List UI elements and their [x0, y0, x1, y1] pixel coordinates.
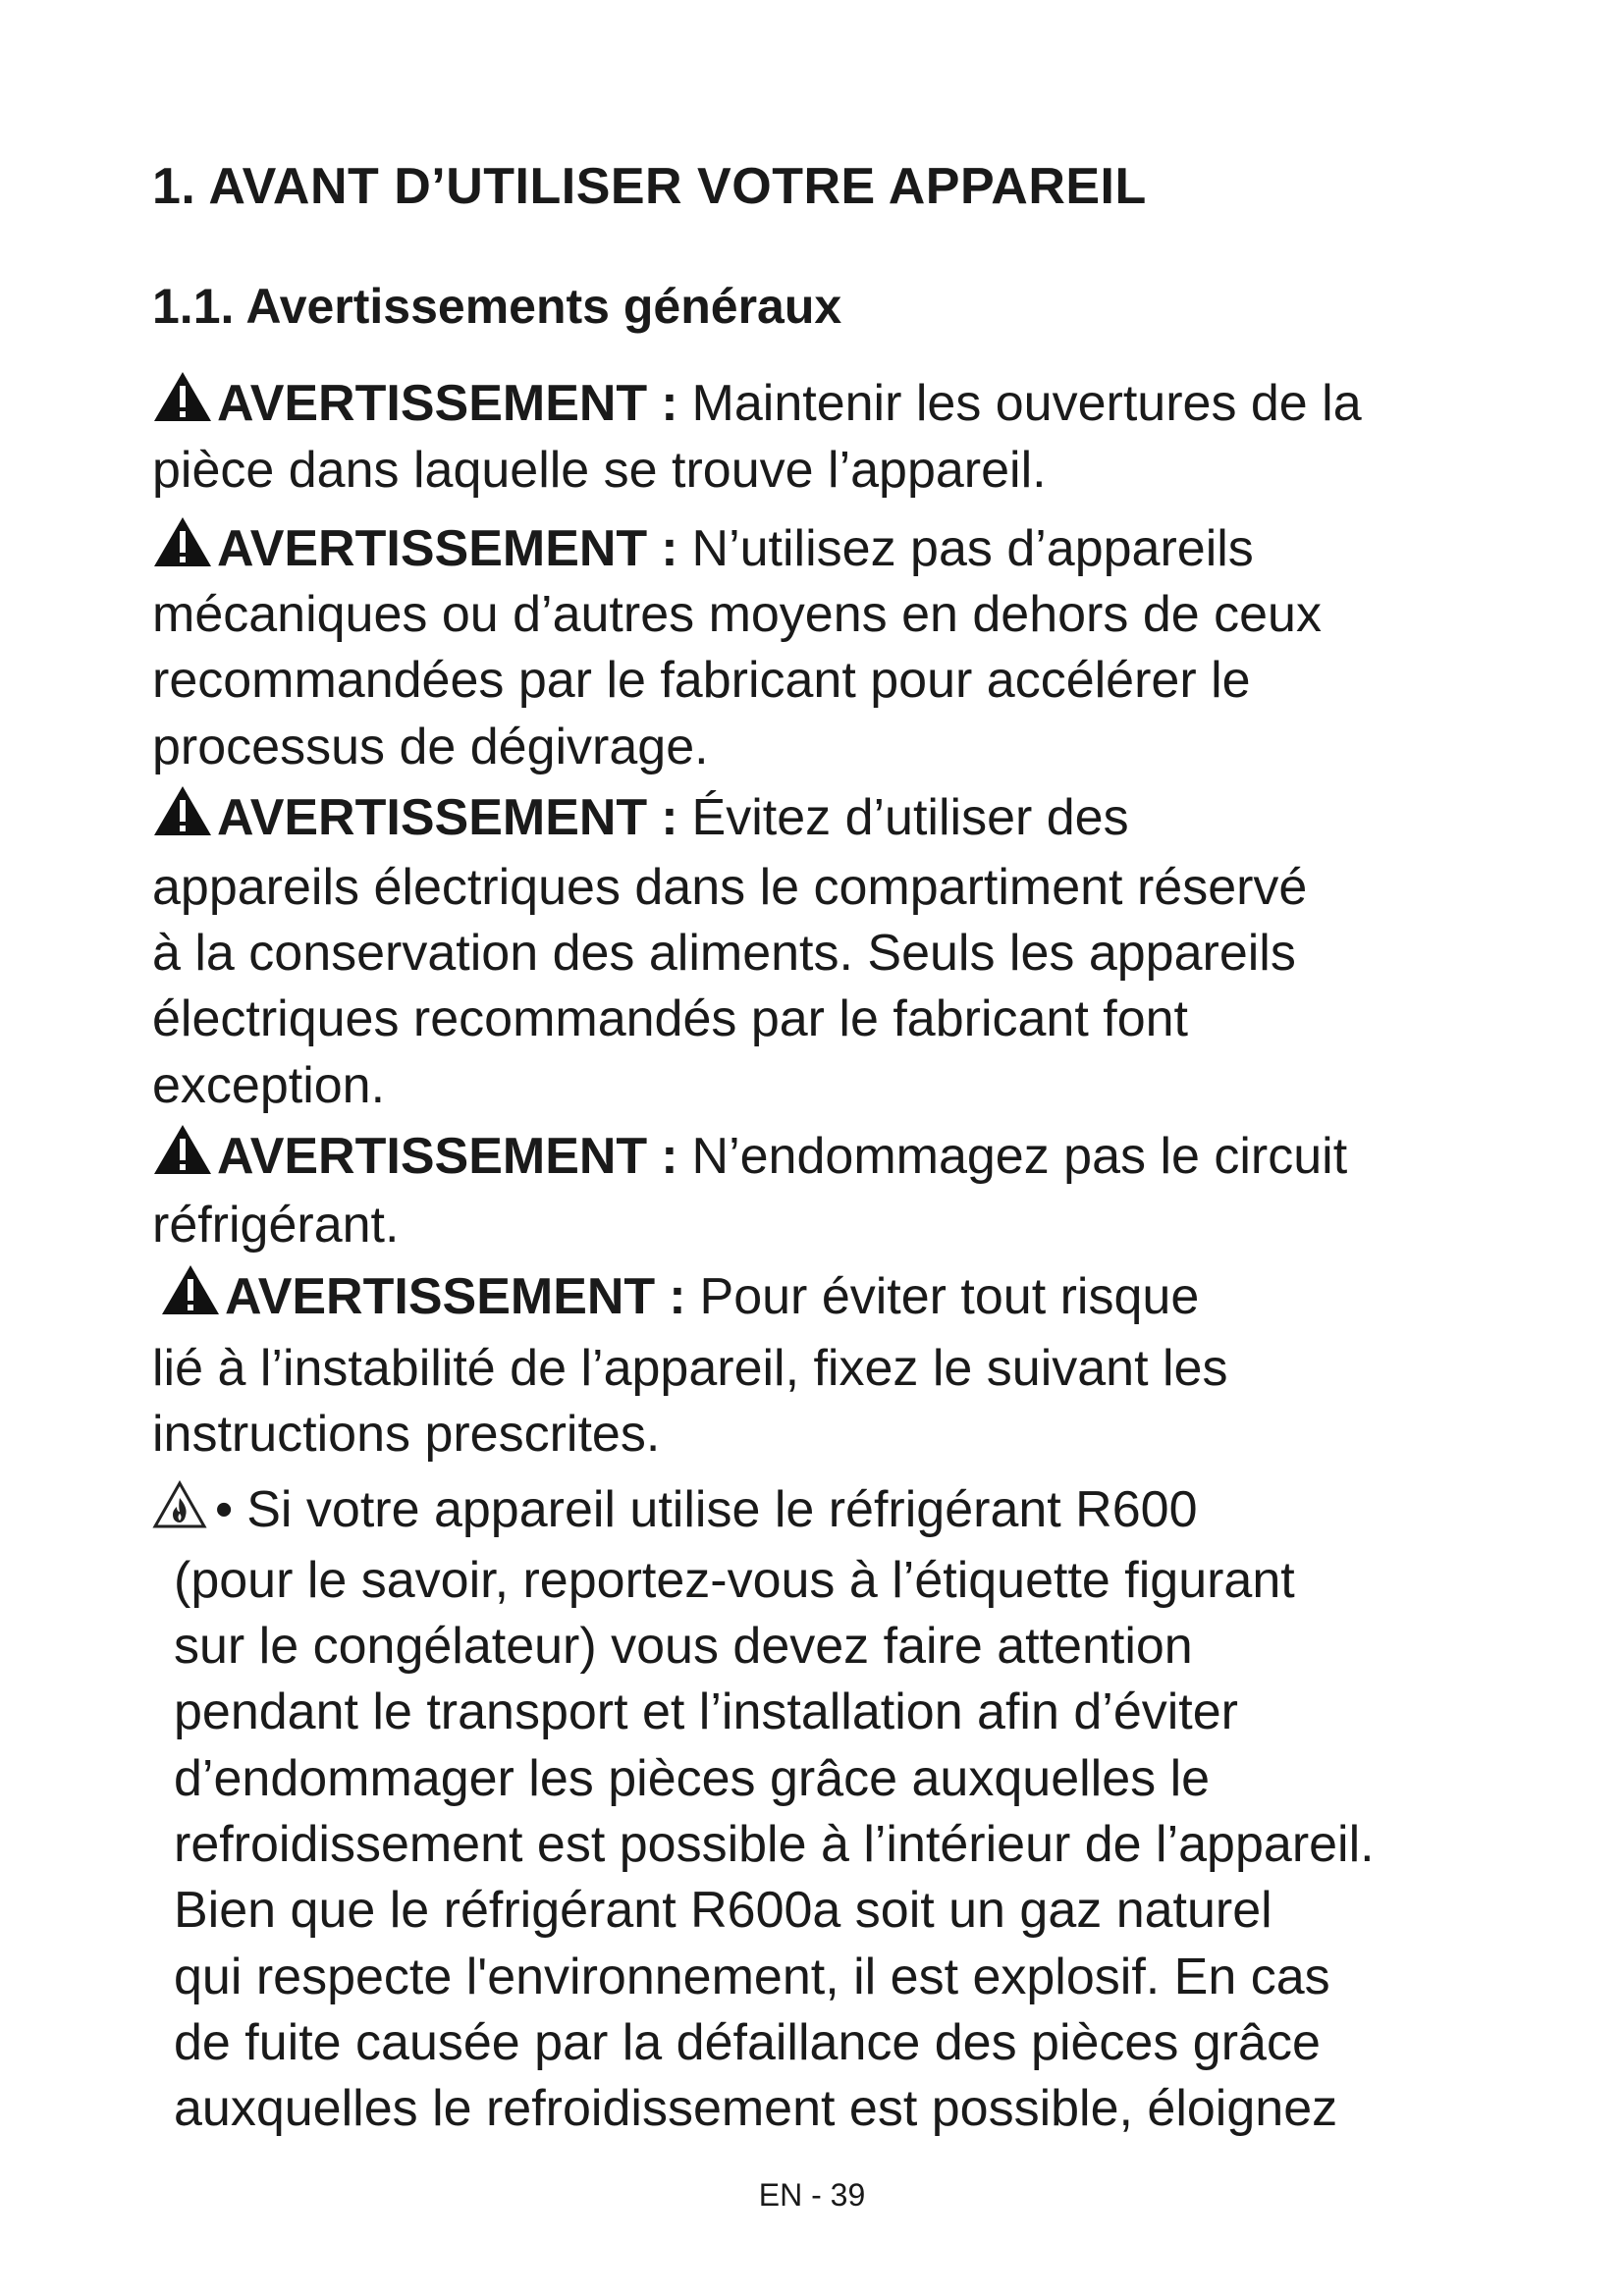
warning-text: N’utilisez pas d’appareils [691, 520, 1254, 577]
flammable-notice [152, 1481, 1198, 1538]
warning-2-line: mécaniques ou d’autres moyens en dehors de ceux [152, 586, 1322, 643]
flammable-line: pendant le transport et l’installation afin d’éviter [174, 1683, 1238, 1740]
warning-5 [160, 1268, 1200, 1325]
flammable-line: de fuite causée par la défaillance des pièces grâce [174, 2014, 1321, 2071]
warning-colon: : [661, 375, 678, 432]
warning-label: AVERTISSEMENT [217, 1128, 648, 1185]
warning-5-line: lié à l’instabilité de l’appareil, fixez le suivant les [152, 1340, 1228, 1397]
warning-label: AVERTISSEMENT [225, 1268, 656, 1325]
flammable-line: sur le congélateur) vous devez faire attention [174, 1618, 1193, 1675]
warning-colon: : [661, 1128, 678, 1185]
warning-colon: : [661, 520, 678, 577]
flammable-line: auxquelles le refroidissement est possible, éloignez [174, 2080, 1338, 2137]
warning-triangle-icon [152, 370, 213, 423]
warning-5-line: instructions prescrites. [152, 1406, 661, 1463]
warning-4 [152, 1128, 1348, 1185]
warning-triangle-icon [152, 1123, 213, 1176]
flammable-text: Si votre appareil utilise le réfrigérant R600 [246, 1481, 1198, 1538]
warning-3-line: électriques recommandés par le fabricant font [152, 990, 1188, 1047]
warning-3-line: à la conservation des aliments. Seuls les appareils [152, 925, 1296, 982]
warning-2-line: recommandées par le fabricant pour accélérer le [152, 652, 1251, 709]
warning-2-line: processus de dégivrage. [152, 719, 709, 775]
warning-3-line: appareils électriques dans le compartiment réservé [152, 859, 1308, 916]
warning-label: AVERTISSEMENT [217, 520, 648, 577]
warning-3-line: exception. [152, 1057, 386, 1114]
warning-colon: : [661, 789, 678, 846]
warning-text: Pour éviter tout risque [699, 1268, 1200, 1325]
warning-triangle-icon [152, 515, 213, 568]
bullet: • [215, 1481, 234, 1538]
page-number: EN - 39 [758, 2177, 866, 2213]
warning-colon: : [669, 1268, 686, 1325]
flammable-line: Bien que le réfrigérant R600a soit un gaz naturel [174, 1882, 1272, 1939]
flammable-triangle-icon [152, 1480, 207, 1529]
flammable-line: d’endommager les pièces grâce auxquelles le [174, 1750, 1211, 1807]
warning-2 [152, 520, 1254, 577]
flammable-line: qui respecte l'environnement, il est explosif. En cas [174, 1949, 1330, 2005]
warning-text: Maintenir les ouvertures de la [691, 375, 1362, 432]
warning-label: AVERTISSEMENT [217, 789, 648, 846]
warning-triangle-icon [160, 1263, 221, 1316]
warning-3 [152, 789, 1129, 846]
warning-text: Évitez d’utiliser des [691, 789, 1129, 846]
warning-label: AVERTISSEMENT [217, 375, 648, 432]
flammable-line: refroidissement est possible à l’intérieur de l’appareil. [174, 1816, 1375, 1873]
flammable-line: (pour le savoir, reportez-vous à l’étiquette figurant [174, 1552, 1295, 1609]
warning-1 [152, 375, 1362, 432]
subsection-heading: 1.1. Avertissements généraux [152, 279, 842, 334]
warning-4-line: réfrigérant. [152, 1197, 400, 1254]
warning-text: N’endommagez pas le circuit [691, 1128, 1348, 1185]
section-heading: 1. AVANT D’UTILISER VOTRE APPAREIL [152, 158, 1147, 215]
warning-triangle-icon [152, 784, 213, 837]
warning-1-line: pièce dans laquelle se trouve l’appareil. [152, 442, 1047, 499]
